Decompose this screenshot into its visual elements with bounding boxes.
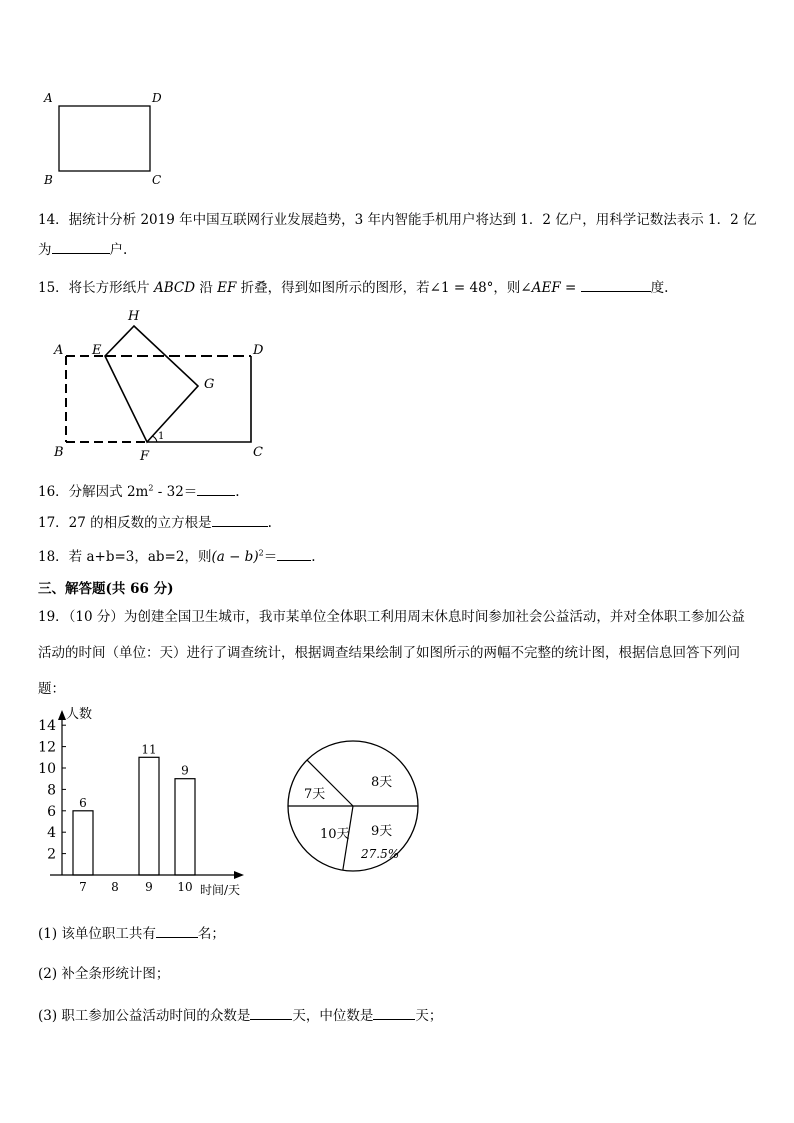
label-h: H — [128, 309, 140, 324]
bar — [73, 811, 93, 875]
rectangle-abcd — [59, 106, 150, 171]
bar-chart — [30, 702, 260, 898]
q18-answer-blank[interactable] — [277, 548, 311, 561]
q19-sub1-suffix: 名； — [197, 926, 225, 942]
bar — [175, 779, 195, 875]
y-tick-label: 2 — [47, 846, 56, 863]
q14-cont-suffix: 户. — [109, 242, 128, 258]
q15-shape: ABCD — [153, 280, 196, 296]
q18-suffix: . — [311, 549, 316, 565]
q19-sub3-blank2[interactable] — [373, 1007, 415, 1020]
q15-edge: EF — [217, 280, 237, 296]
label-a: A — [44, 91, 53, 105]
fold-figure — [44, 302, 284, 468]
q19-sub3-mid: 天，中位数是 — [292, 1008, 374, 1024]
y-tick-label: 6 — [47, 803, 56, 820]
q15-mid3: = — [560, 280, 581, 296]
label-c: C — [253, 445, 263, 460]
q15-suffix: 度. — [650, 280, 669, 296]
x-axis-label: 时间/天 — [200, 883, 241, 897]
label-d: D — [152, 91, 162, 105]
pie-slice-label: 10天 — [320, 827, 350, 842]
y-tick-label: 8 — [47, 782, 56, 799]
pie-slice-label: 7天 — [304, 787, 326, 802]
q16-mid: - 32＝ — [153, 484, 198, 500]
q19-sub3 — [38, 1004, 442, 1024]
q15-mid1: 沿 — [195, 280, 218, 296]
rectangle-figure — [36, 88, 176, 190]
label-d: D — [253, 343, 264, 358]
q14-answer-blank[interactable] — [52, 241, 110, 254]
y-tick-label: 10 — [38, 761, 56, 777]
q18-sup: 2 — [258, 548, 264, 558]
x-tick-label: 7 — [79, 880, 87, 894]
y-axis-arrow — [58, 710, 66, 720]
q15-line — [38, 276, 668, 296]
edge-fcd — [147, 356, 251, 442]
q19-sub1-prefix: (1) 该单位职工共有 — [38, 926, 156, 942]
q19-sub3-suffix: 天； — [415, 1008, 443, 1024]
q16-suffix: . — [235, 484, 240, 500]
q14-line2 — [38, 238, 127, 258]
angle-1-arc — [152, 436, 157, 442]
q15-answer-blank[interactable] — [581, 279, 651, 292]
q17-line — [38, 511, 272, 531]
pie-slice-label: 9天 — [371, 824, 393, 839]
pie-slice-percent: 27.5% — [361, 847, 400, 861]
x-tick-label: 9 — [145, 880, 153, 894]
label-b: B — [54, 445, 64, 460]
q14-line1: 14．据统计分析 2019 年中国互联网行业发展趋势，3 年内智能手机用户将达到 1．2 亿户，用科学记数法表示 1．2 亿 — [38, 212, 757, 228]
q17-suffix: . — [267, 515, 272, 531]
bar — [139, 757, 159, 875]
q19-sub3-prefix: (3) 职工参加公益活动时间的众数是 — [38, 1008, 251, 1024]
pie-slice-label: 8天 — [371, 775, 393, 790]
q16-sup: 2 — [148, 483, 154, 493]
q16-line — [38, 480, 240, 500]
q14-cont-prefix: 为 — [38, 242, 52, 258]
q18-eq: ＝ — [263, 549, 278, 565]
section-3-heading: 三、解答题(共 66 分) — [38, 581, 174, 597]
label-e: E — [92, 343, 102, 358]
q16-prefix: 16．分解因式 2m — [38, 484, 149, 500]
q19-line2: 活动的时间（单位：天）进行了调查统计，根据调查结果绘制了如图所示的两幅不完整的统计图，根据信息回答下列问 — [38, 645, 740, 661]
q19-sub1 — [38, 922, 225, 942]
x-tick-label: 8 — [111, 880, 119, 894]
q18-expr: (a − b) — [211, 549, 259, 565]
q18-prefix: 18．若 a+b=3，ab=2，则 — [38, 549, 212, 565]
q18-line — [38, 545, 315, 565]
bar-data-label: 11 — [141, 742, 157, 757]
q19-line1: 19．（10 分）为创建全国卫生城市，我市某单位全体职工利用周末休息时间参加社会公益活动，并对全体职工参加公益 — [38, 609, 745, 625]
label-f: F — [140, 449, 150, 464]
pie-chart — [286, 740, 426, 880]
label-a: A — [54, 343, 64, 358]
q17-prefix: 17．27 的相反数的立方根是 — [38, 515, 212, 531]
x-axis-arrow — [234, 871, 244, 879]
q19-sub2: (2) 补全条形统计图； — [38, 966, 170, 982]
q15-prefix: 15．将长方形纸片 — [38, 280, 154, 296]
q17-answer-blank[interactable] — [212, 514, 268, 527]
y-axis-label: 人数 — [66, 707, 93, 722]
q19-sub1-blank[interactable] — [156, 925, 198, 938]
label-c: C — [152, 173, 162, 187]
x-tick-label: 10 — [177, 880, 193, 894]
y-tick-label: 14 — [38, 718, 56, 735]
q16-answer-blank[interactable] — [197, 483, 235, 496]
bar-data-label: 6 — [79, 795, 87, 810]
y-tick-label: 12 — [38, 739, 56, 756]
y-tick-label: 4 — [47, 825, 56, 842]
q15-angle: AEF — [531, 280, 561, 296]
label-b: B — [44, 173, 53, 187]
q15-mid2: 折叠，得到如图所示的图形，若∠1 = 48°，则∠ — [236, 280, 532, 296]
q19-line3: 题： — [38, 681, 65, 697]
label-g: G — [204, 377, 215, 392]
q19-sub3-blank1[interactable] — [250, 1007, 292, 1020]
folded-ehgf — [105, 326, 198, 442]
bar-data-label: 9 — [181, 763, 189, 778]
label-angle-1: 1 — [158, 431, 165, 442]
